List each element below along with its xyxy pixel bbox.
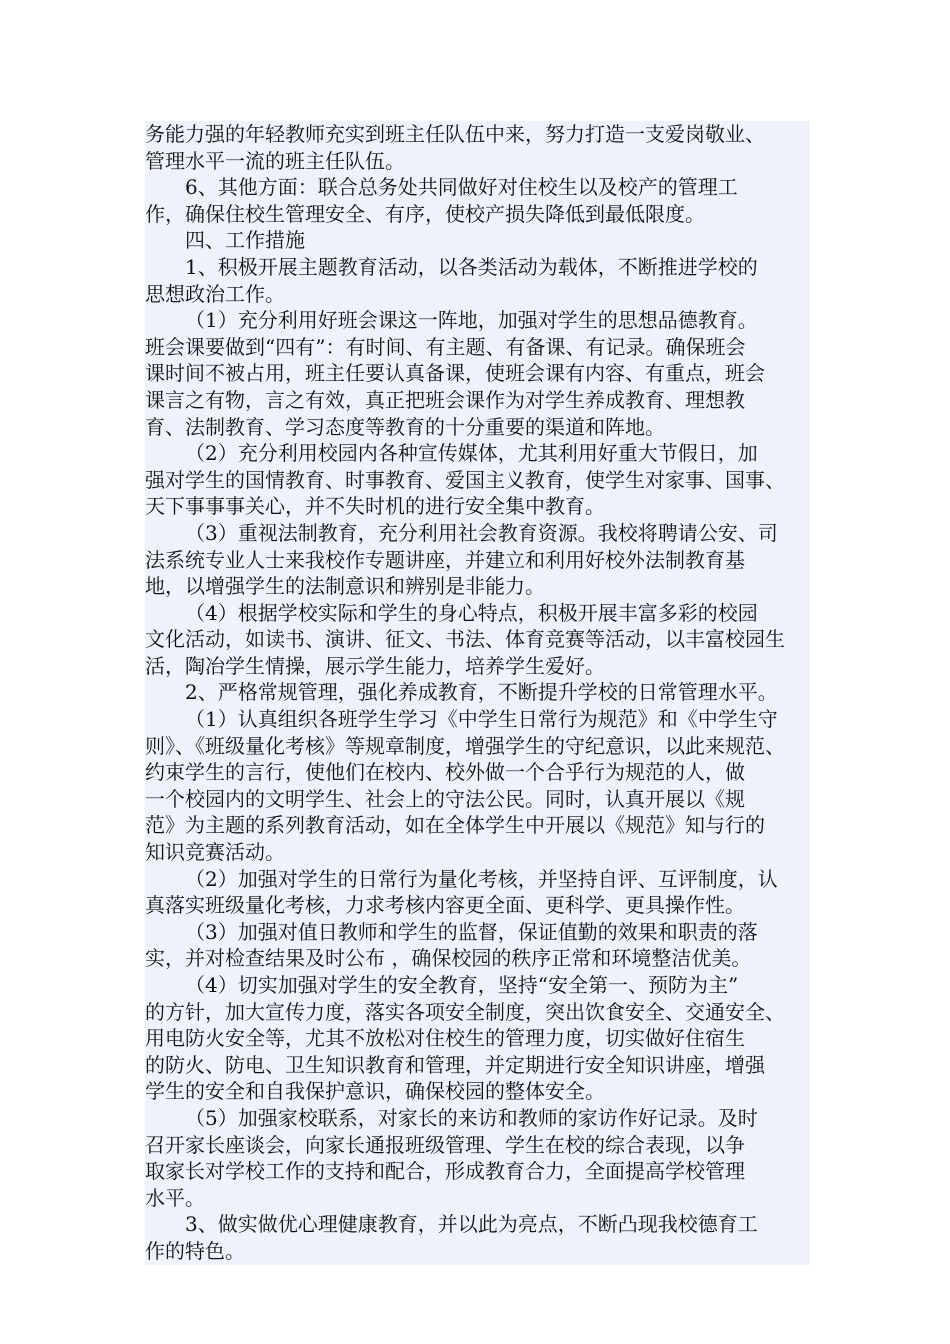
text-line: （2）加强对学生的日常行为量化考核，并坚持自评、互评制度，认 bbox=[145, 866, 810, 893]
text-line: （2）充分利用校园内各种宣传媒体，尤其利用好重大节假日，加 bbox=[145, 440, 810, 467]
text-line: 作，确保住校生管理安全、有序，使校产损失降低到最低限度。 bbox=[145, 201, 810, 228]
text-line: 1、积极开展主题教育活动，以各类活动为载体，不断推进学校的 bbox=[145, 254, 810, 281]
text-line: 思想政治工作。 bbox=[145, 281, 810, 308]
text-line: 强对学生的国情教育、时事教育、爱国主义教育，使学生对家事、国事、 bbox=[145, 467, 810, 494]
text-line: （1）充分利用好班会课这一阵地，加强对学生的思想品德教育。 bbox=[145, 307, 810, 334]
text-line: 作的特色。 bbox=[145, 1238, 810, 1265]
paragraph-p2 bbox=[145, 174, 810, 227]
text-line: （3）加强对值日教师和学生的监督，保证值勤的效果和职责的落 bbox=[145, 919, 810, 946]
text-line: 真落实班级量化考核，力求考核内容更全面、更科学、更具操作性。 bbox=[145, 892, 810, 919]
text-line: 育、法制教育、学习态度等教育的十分重要的渠道和阵地。 bbox=[145, 414, 810, 441]
text-line: 的方针，加大宣传力度，落实各项安全制度，突出饮食安全、交通安全、 bbox=[145, 999, 810, 1026]
paragraph-p8 bbox=[145, 600, 810, 680]
text-line: 一个校园内的文明学生、社会上的守法公民。同时，认真开展以《规 bbox=[145, 786, 810, 813]
text-line: 天下事事事关心，并不失时机的进行安全集中教育。 bbox=[145, 493, 810, 520]
paragraph-p7 bbox=[145, 520, 810, 600]
paragraph-p9 bbox=[145, 679, 810, 706]
text-line: 用电防火安全等，尤其不放松对住校生的管理力度，切实做好住宿生 bbox=[145, 1025, 810, 1052]
text-line: 学生的安全和自我保护意识，确保校园的整体安全。 bbox=[145, 1078, 810, 1105]
paragraph-p11 bbox=[145, 866, 810, 919]
text-line: 四、工作措施 bbox=[145, 227, 810, 254]
text-line: 务能力强的年轻教师充实到班主任队伍中来，努力打造一支爱岗敬业、 bbox=[145, 121, 810, 148]
text-line: 管理水平一流的班主任队伍。 bbox=[145, 148, 810, 175]
text-line: 则》、《班级量化考核》等规章制度，增强学生的守纪意识，以此来规范、 bbox=[145, 733, 810, 760]
text-line: 约束学生的言行，使他们在校内、校外做一个合乎行为规范的人，做 bbox=[145, 759, 810, 786]
paragraph-p5 bbox=[145, 307, 810, 440]
text-line: （5）加强家校联系，对家长的来访和教师的家访作好记录。及时 bbox=[145, 1105, 810, 1132]
text-line: （3）重视法制教育，充分利用社会教育资源。我校将聘请公安、司 bbox=[145, 520, 810, 547]
text-line: 知识竞赛活动。 bbox=[145, 839, 810, 866]
text-line: 2、严格常规管理，强化养成教育，不断提升学校的日常管理水平。 bbox=[145, 679, 810, 706]
text-line: 法系统专业人士来我校作专题讲座，并建立和利用好校外法制教育基 bbox=[145, 547, 810, 574]
paragraph-p14 bbox=[145, 1105, 810, 1211]
text-line: 文化活动，如读书、演讲、征文、书法、体育竞赛等活动，以丰富校园生 bbox=[145, 626, 810, 653]
paragraph-p15 bbox=[145, 1211, 810, 1264]
text-line: 范》为主题的系列教育活动，如在全体学生中开展以《规范》知与行的 bbox=[145, 812, 810, 839]
text-line: 活，陶冶学生情操，展示学生能力，培养学生爱好。 bbox=[145, 653, 810, 680]
document-body bbox=[145, 121, 810, 1265]
text-line: 6、其他方面：联合总务处共同做好对住校生以及校产的管理工 bbox=[145, 174, 810, 201]
text-line: 地，以增强学生的法制意识和辨别是非能力。 bbox=[145, 573, 810, 600]
text-line: 的防火、防电、卫生知识教育和管理，并定期进行安全知识讲座，增强 bbox=[145, 1052, 810, 1079]
paragraph-p4 bbox=[145, 254, 810, 307]
text-line: 取家长对学校工作的支持和配合，形成教育合力，全面提高学校管理 bbox=[145, 1158, 810, 1185]
paragraph-p10 bbox=[145, 706, 810, 866]
text-line: 课言之有物，言之有效，真正把班会课作为对学生养成教育、理想教 bbox=[145, 387, 810, 414]
text-line: 召开家长座谈会，向家长通报班级管理、学生在校的综合表现，以争 bbox=[145, 1132, 810, 1159]
text-line: 3、做实做优心理健康教育，并以此为亮点，不断凸现我校德育工 bbox=[145, 1211, 810, 1238]
paragraph-p6 bbox=[145, 440, 810, 520]
text-line: （4）切实加强对学生的安全教育，坚持“安全第一、预防为主” bbox=[145, 972, 810, 999]
paragraph-p1 bbox=[145, 121, 810, 174]
text-line: （1）认真组织各班学生学习《中学生日常行为规范》和《中学生守 bbox=[145, 706, 810, 733]
text-line: 课时间不被占用，班主任要认真备课，使班会课有内容、有重点，班会 bbox=[145, 360, 810, 387]
paragraph-p12 bbox=[145, 919, 810, 972]
paragraph-p13 bbox=[145, 972, 810, 1105]
text-line: 实，并对检查结果及时公布 ，确保校园的秩序正常和环境整洁优美。 bbox=[145, 945, 810, 972]
text-line: （4）根据学校实际和学生的身心特点，积极开展丰富多彩的校园 bbox=[145, 600, 810, 627]
paragraph-p3 bbox=[145, 227, 810, 254]
text-line: 班会课要做到“四有”：有时间、有主题、有备课、有记录。确保班会 bbox=[145, 334, 810, 361]
text-line: 水平。 bbox=[145, 1185, 810, 1212]
